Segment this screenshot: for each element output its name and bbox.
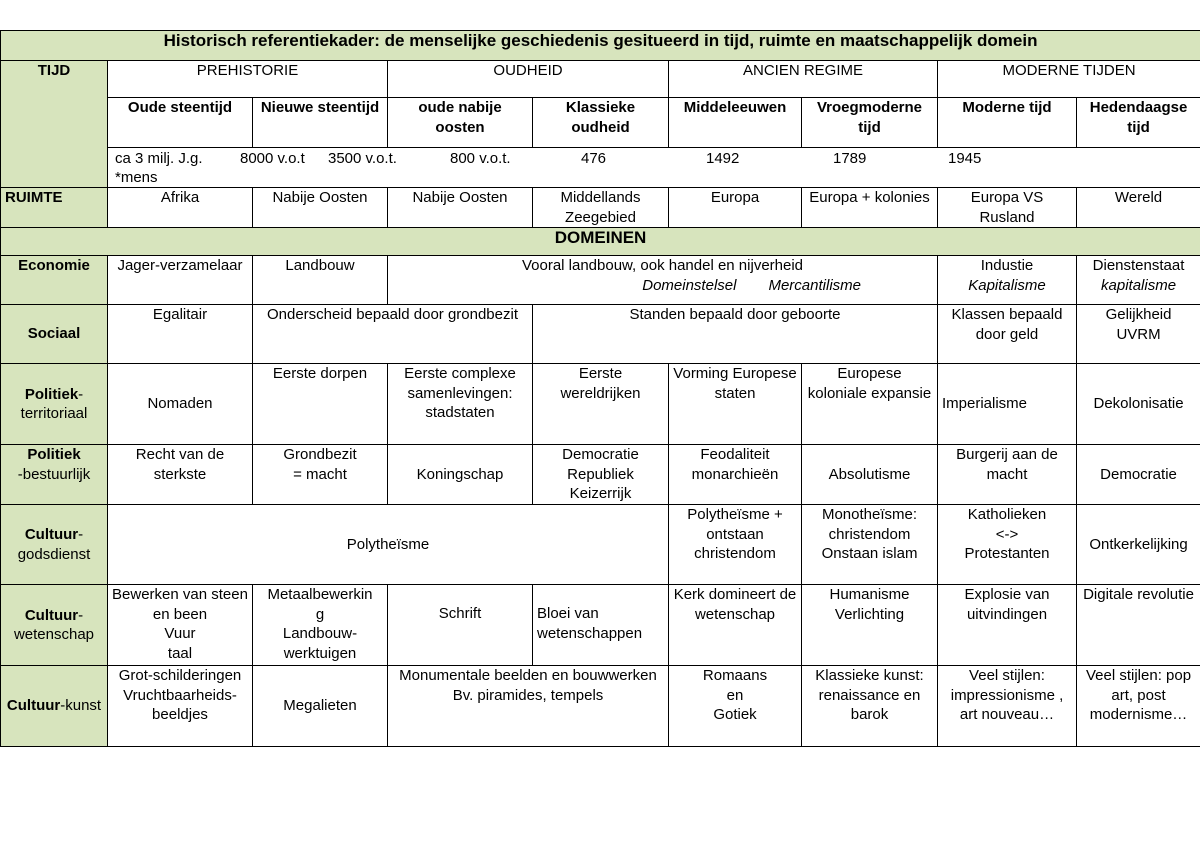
era-moderne-tijden: MODERNE TIJDEN (938, 61, 1200, 98)
year-2: 8000 v.o.t (240, 150, 305, 167)
politiek-bestuurlijk-cell: Democratie Republiek Keizerrijk (533, 445, 669, 505)
period-nieuwe-steentijd: Nieuwe steentijd (253, 98, 388, 148)
godsdienst-cell: Polytheïsme + ontstaan christendom (669, 505, 802, 585)
wetenschap-label: Cultuur-wetenschap (1, 585, 108, 666)
politiek-bestuurlijk-cell: Absolutisme (802, 445, 938, 505)
wetenschap-cell: Humanisme Verlichting (802, 585, 938, 666)
domeinen-header: DOMEINEN (1, 228, 1200, 256)
year-6: 1492 (706, 150, 740, 167)
year-4: 800 v.o.t. (450, 150, 511, 167)
politiek-territoriaal-cell: Dekolonisatie (1077, 364, 1200, 445)
ruimte-label: RUIMTE (1, 188, 108, 228)
economie-label: Economie (1, 256, 108, 305)
timeline-years (108, 148, 1200, 188)
page-title: Historisch referentiekader: de menselijke geschiedenis gesitueerd in tijd, ruimte en maatschappelijk domein (1, 31, 1200, 61)
sociaal-cell: Egalitair (108, 305, 253, 364)
godsdienst-cell: Polytheïsme (108, 505, 669, 585)
politiek-bestuurlijk-cell: Democratie (1077, 445, 1200, 505)
politiek-territoriaal-cell: Eerste complexe samenlevingen: stadstaten (388, 364, 533, 445)
ruimte-cell: Wereld (1077, 188, 1200, 228)
era-ancien-regime: ANCIEN REGIME (669, 61, 938, 98)
wetenschap-cell: Bloei van wetenschappen (533, 585, 669, 666)
politiek-territoriaal-cell: Eerste dorpen (253, 364, 388, 445)
year-8: 1945 (948, 150, 982, 167)
economie-cell: Jager-verzamelaar (108, 256, 253, 305)
economie-cell: Industie Kapitalisme (938, 256, 1077, 305)
era-oudheid: OUDHEID (388, 61, 669, 98)
ruimte-cell: Europa + kolonies (802, 188, 938, 228)
politiek-territoriaal-cell: Europese koloniale expansie (802, 364, 938, 445)
kunst-cell: Veel stijlen: impressionisme , art nouveau… (938, 666, 1077, 747)
politiek-bestuurlijk-cell: Burgerij aan de macht (938, 445, 1077, 505)
godsdienst-label: Cultuur-godsdienst (1, 505, 108, 585)
sociaal-label: Sociaal (1, 305, 108, 364)
ruimte-cell: Europa (669, 188, 802, 228)
kunst-cell: Romaans en Gotiek (669, 666, 802, 747)
godsdienst-cell: Monotheïsme: christendom Onstaan islam (802, 505, 938, 585)
politiek-territoriaal-cell: Vorming Europese staten (669, 364, 802, 445)
period-klassieke-oudheid: Klassieke oudheid (533, 98, 669, 148)
sociaal-cell: Onderscheid bepaald door grondbezit (253, 305, 533, 364)
politiek-territoriaal-cell: Nomaden (108, 364, 253, 445)
tijd-label: TIJD (1, 61, 108, 188)
wetenschap-cell: Schrift (388, 585, 533, 666)
period-oude-nabije-oosten: oude nabije oosten (388, 98, 533, 148)
years-note: *mens (115, 169, 158, 186)
kunst-cell: Megalieten (253, 666, 388, 747)
wetenschap-cell: Explosie van uitvindingen (938, 585, 1077, 666)
kunst-cell: Veel stijlen: pop art, post modernisme… (1077, 666, 1200, 747)
ruimte-cell: Nabije Oosten (388, 188, 533, 228)
wetenschap-cell: Metaalbewerkin g Landbouw-werktuigen (253, 585, 388, 666)
economie-cell-ancien: Vooral landbouw, ook handel en nijverheid Domeinstelsel Mercantilisme (388, 256, 938, 305)
kunst-cell: Grot-schilderingen Vruchtbaarheids-beeldjes (108, 666, 253, 747)
ruimte-cell: Europa VS Rusland (938, 188, 1077, 228)
period-vroegmoderne-tijd: Vroegmoderne tijd (802, 98, 938, 148)
year-7: 1789 (833, 150, 867, 167)
politiek-bestuurlijk-cell: Koningschap (388, 445, 533, 505)
godsdienst-cell: Ontkerkelijking (1077, 505, 1200, 585)
politiek-bestuurlijk-cell: Recht van de sterkste (108, 445, 253, 505)
year-1: ca 3 milj. J.g. (115, 150, 203, 167)
wetenschap-cell: Kerk domineert de wetenschap (669, 585, 802, 666)
economie-cell: Dienstenstaat kapitalisme (1077, 256, 1200, 305)
period-oude-steentijd: Oude steentijd (108, 98, 253, 148)
godsdienst-cell: Katholieken <-> Protestanten (938, 505, 1077, 585)
wetenschap-cell: Bewerken van steen en been Vuur taal (108, 585, 253, 666)
sociaal-cell: Standen bepaald door geboorte (533, 305, 938, 364)
period-hedendaagse-tijd: Hedendaagse tijd (1077, 98, 1200, 148)
politiek-bestuurlijk-cell: Grondbezit = macht (253, 445, 388, 505)
year-5: 476 (581, 150, 607, 167)
era-prehistorie: PREHISTORIE (108, 61, 388, 98)
ruimte-cell: Nabije Oosten (253, 188, 388, 228)
year-3: 3500 v.o.t. (328, 150, 397, 167)
period-middeleeuwen: Middeleeuwen (669, 98, 802, 148)
period-moderne-tijd: Moderne tijd (938, 98, 1077, 148)
politiek-territoriaal-cell: Eerste wereldrijken (533, 364, 669, 445)
ruimte-cell: Afrika (108, 188, 253, 228)
reference-table (0, 30, 1200, 747)
kunst-cell: Klassieke kunst: renaissance en barok (802, 666, 938, 747)
kunst-label: Cultuur-kunst (1, 666, 108, 747)
sociaal-cell: Klassen bepaald door geld (938, 305, 1077, 364)
politiek-bestuurlijk-label: Politiek -bestuurlijk (1, 445, 108, 505)
politiek-territoriaal-label: Politiek-territoriaal (1, 364, 108, 445)
ruimte-cell: Middellands Zeegebied (533, 188, 669, 228)
economie-cell: Landbouw (253, 256, 388, 305)
politiek-bestuurlijk-cell: Feodaliteit monarchieën (669, 445, 802, 505)
wetenschap-cell: Digitale revolutie (1077, 585, 1200, 666)
kunst-cell: Monumentale beelden en bouwwerken Bv. piramides, tempels (388, 666, 669, 747)
sociaal-cell: Gelijkheid UVRM (1077, 305, 1200, 364)
politiek-territoriaal-cell: Imperialisme (938, 364, 1077, 445)
